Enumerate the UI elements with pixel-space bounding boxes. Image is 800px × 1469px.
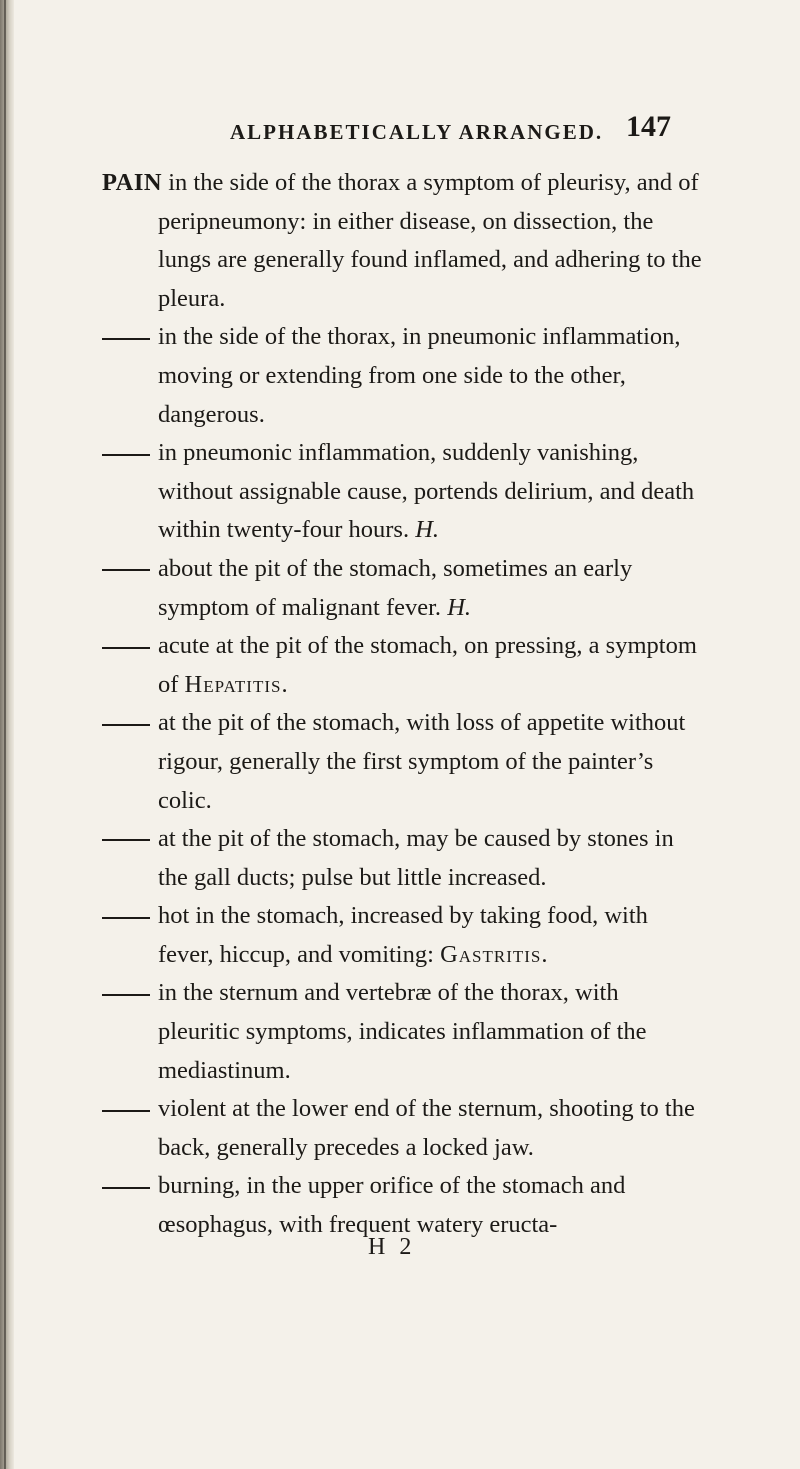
entry-subentry <box>102 550 702 627</box>
entry-subentry <box>102 897 702 974</box>
ditto-dash <box>102 724 150 726</box>
source-reference: H. <box>447 593 472 621</box>
source-reference: H. <box>415 516 440 544</box>
entry-term: PAIN <box>102 169 163 196</box>
entry-text: hot in the stomach, increased by taking food, with fever, hiccup, and vomiting: <box>158 902 648 968</box>
ditto-dash <box>102 1110 150 1112</box>
disease-name: Hepatitis. <box>184 670 289 698</box>
ditto-dash <box>102 839 150 841</box>
disease-name: Gastritis. <box>440 940 549 968</box>
entry-subentry <box>102 434 702 550</box>
ditto-dash <box>102 338 150 340</box>
entry-subentry <box>102 974 702 1090</box>
entry-text: at the pit of the stomach, may be caused by stones in the gall ducts; pulse but little increased. <box>158 825 674 891</box>
ditto-dash <box>102 569 150 571</box>
entry-text: burning, in the upper orifice of the stomach and œsophagus, with frequent watery eructa- <box>158 1172 626 1239</box>
ditto-dash <box>102 647 150 649</box>
page-number: 147 <box>626 110 671 143</box>
entry-subentry <box>102 627 702 704</box>
entry-subentry <box>102 318 702 434</box>
ditto-dash <box>102 917 150 919</box>
entry-subentry <box>102 820 702 897</box>
entry-text: in the sternum and vertebræ of the thorax, with pleuritic symptoms, indicates inflammation of the mediastinum. <box>158 979 647 1084</box>
signature-mark: H 2 <box>368 1234 416 1260</box>
entry-text: in the side of the thorax, in pneumonic inflammation, moving or extending from one side to the other, dangerous. <box>158 323 681 428</box>
entry-text: in the side of the thorax a symptom of pleurisy, and of peripneumony: in either disease, on dissection, the lungs are generally found inflamed, and adhering to the pleura. <box>158 169 702 312</box>
entry-text: acute at the pit of the stomach, on pressing, a symptom of <box>158 632 697 698</box>
entry-subentry <box>102 704 702 820</box>
ditto-dash <box>102 1187 150 1189</box>
page-header <box>0 106 800 146</box>
running-head: ALPHABETICALLY ARRANGED. <box>230 120 604 144</box>
entry-text: at the pit of the stomach, with loss of appetite without rigour, generally the first symptom of the painter’s colic. <box>158 709 686 814</box>
entry-pain <box>102 164 702 318</box>
dictionary-text <box>102 164 702 1245</box>
ditto-dash <box>102 994 150 996</box>
entry-text: violent at the lower end of the sternum, shooting to the back, generally precedes a locked jaw. <box>158 1095 695 1161</box>
ditto-dash <box>102 454 150 456</box>
entry-text: about the pit of the stomach, sometimes an early symptom of malignant fever. <box>158 554 633 621</box>
entry-subentry <box>102 1090 702 1167</box>
entry-text: in pneumonic inflammation, suddenly vanishing, without assignable cause, portends delirium, and death within twenty-four hours. <box>158 439 695 544</box>
